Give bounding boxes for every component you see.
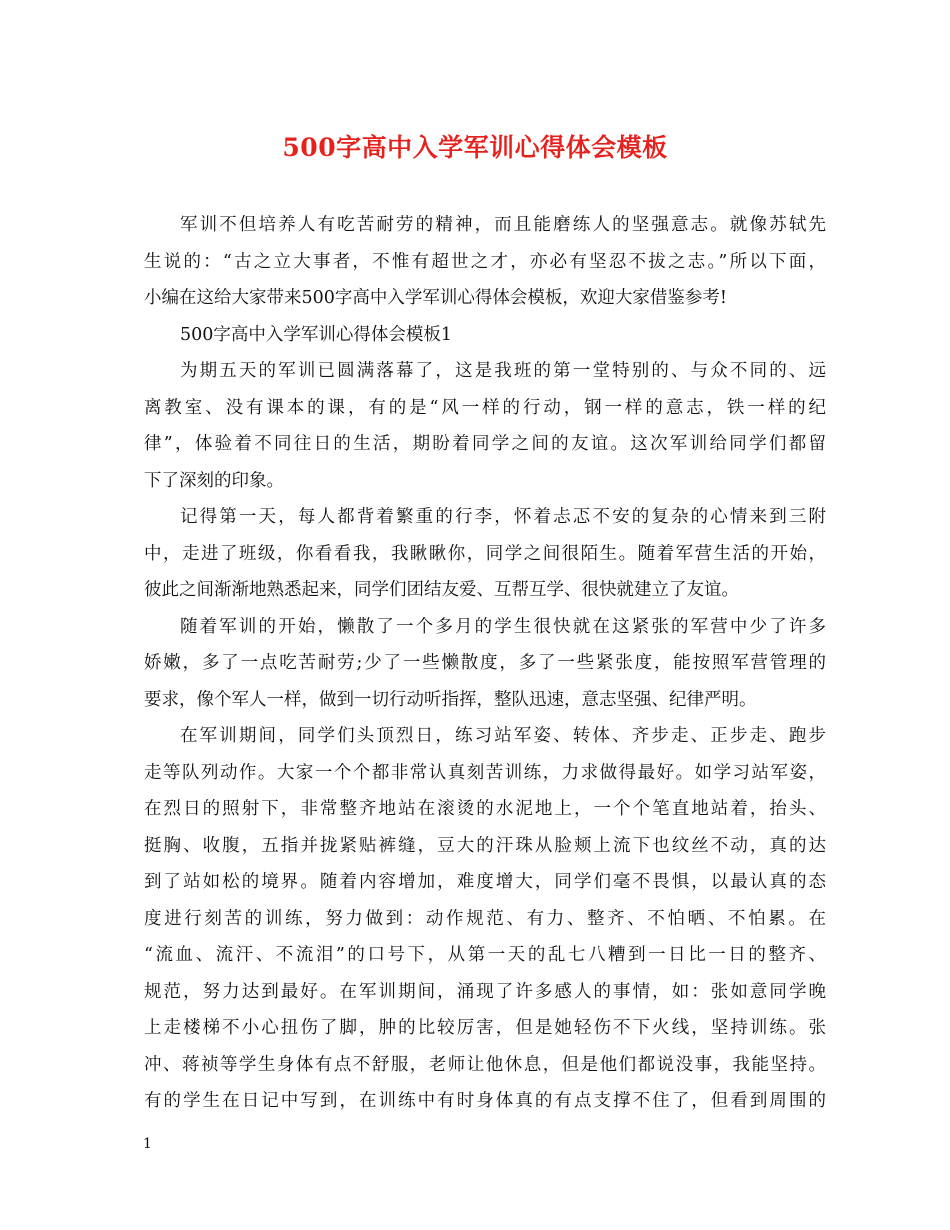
text-line: 要求，像个军人一样，做到一切行动听指挥，整队迅速，意志坚强、纪律严明。 <box>144 689 757 710</box>
text-line: “流血、流汗、不流泪”的口号下，从第一天的乱七八糟到一日比一日的整齐、 <box>144 945 826 965</box>
text-line: 中，走进了班级，你看看我，我瞅瞅你，同学之间很陌生。随着军营生活的开始， <box>144 543 826 564</box>
text-line: 上走楼梯不小心扭伤了脚，肿的比较厉害，但是她轻伤不下火线，坚持训练。张 <box>144 1018 826 1038</box>
text-line: 度进行刻苦的训练，努力做到：动作规范、有力、整齐、不怕晒、不怕累。在 <box>144 908 826 929</box>
text-line: 彼此之间渐渐地熟悉起来，同学们团结友爱、互帮互学、很快就建立了友谊。 <box>144 580 739 600</box>
text-line: 为期五天的军训已圆满落幕了，这是我班的第一堂特别的、与众不同的、远 <box>180 361 826 381</box>
text-line: 冲、蒋祯等学生身体有点不舒服，老师让他休息，但是他们都说没事，我能坚持。 <box>144 1054 826 1075</box>
text-line: 军训不但培养人有吃苦耐劳的精神，而且能磨练人的坚强意志。就像苏轼先 <box>180 215 826 235</box>
text-line: 在烈日的照射下，非常整齐地站在滚烫的水泥地上，一个个笔直地站着，抬头、 <box>144 799 826 819</box>
text-line: 有的学生在日记中写到，在训练中有时身体真的有点支撑不住了，但看到周围的 <box>144 1091 826 1111</box>
text-line: 下了深刻的印象。 <box>144 470 284 491</box>
text-line: 小编在这给大家带来500字高中入学军训心得体会模板，欢迎大家借鉴参考! <box>144 288 727 308</box>
text-line: 离教室、没有课本的课，有的是“风一样的行动，钢一样的意志，铁一样的纪 <box>144 397 826 418</box>
page-number: 1 <box>143 1136 152 1152</box>
text-line: 娇嫩，多了一点吃苦耐劳;少了一些懒散度，多了一些紧张度，能按照军营管理的 <box>144 653 826 673</box>
page-title: 500字高中入学军训心得体会模板 <box>282 133 668 162</box>
text-line: 生说的：“古之立大事者，不惟有超世之才，亦必有坚忍不拔之志。”所以下面， <box>144 251 826 272</box>
text-line: 随着军训的开始，懒散了一个多月的学生很快就在这紧张的军营中少了许多 <box>180 616 826 637</box>
section-heading: 500字高中入学军训心得体会模板1 <box>180 324 453 345</box>
text-line: 挺胸、收腹，五指并拢紧贴裤缝，豆大的汗珠从脸颊上流下也纹丝不动，真的达 <box>144 835 826 856</box>
document-body <box>144 207 826 1120</box>
text-line: 律”，体验着不同往日的生活，期盼着同学之间的友谊。这次军训给同学们都留 <box>144 434 826 454</box>
text-line: 记得第一天，每人都背着繁重的行李，怀着忐忑不安的复杂的心情来到三附 <box>180 507 826 527</box>
text-line: 在军训期间，同学们头顶烈日，练习站军姿、转体、齐步走、正步走、跑步 <box>180 726 826 746</box>
text-line: 规范，努力达到最好。在军训期间，涌现了许多感人的事情，如：张如意同学晚 <box>144 981 826 1002</box>
text-line: 到了站如松的境界。随着内容增加，难度增大，同学们毫不畏惧，以最认真的态 <box>144 872 826 892</box>
text-line: 走等队列动作。大家一个个都非常认真刻苦训练，力求做得最好。如学习站军姿， <box>144 762 826 783</box>
